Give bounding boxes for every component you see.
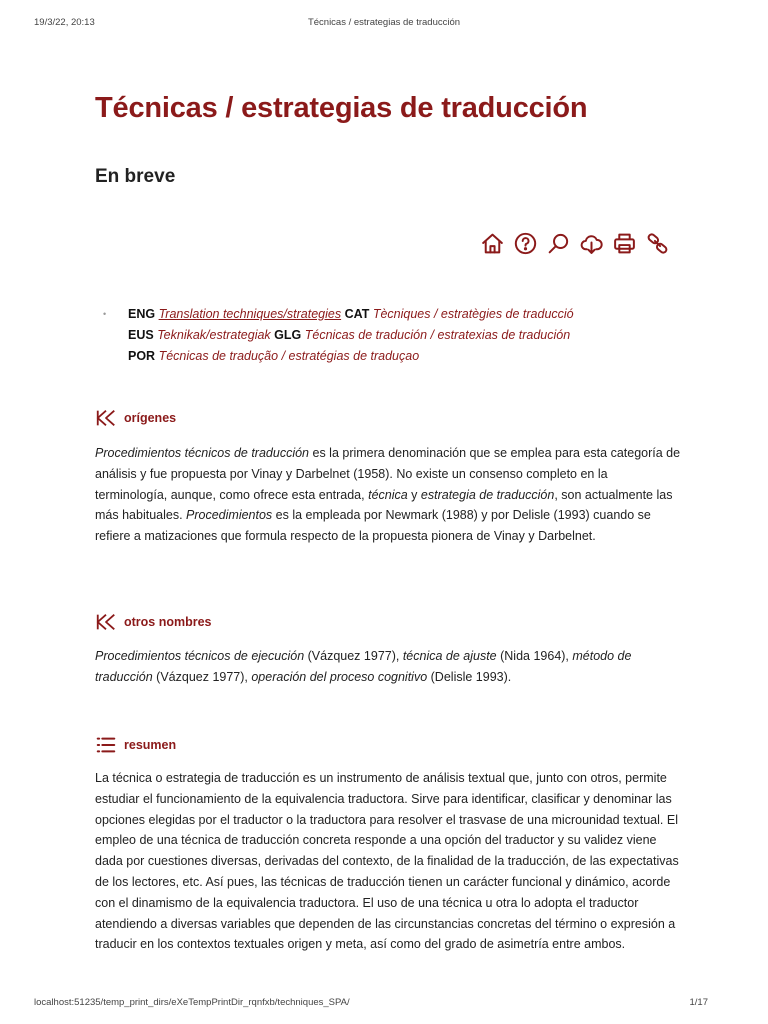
italic-term: método de traducción <box>95 649 632 684</box>
print-url: localhost:51235/temp_print_dirs/eXeTempPrintDir_rqnfxb/techniques_SPA/ <box>34 997 350 1008</box>
translations-list <box>103 304 574 367</box>
section-resumen-heading <box>95 733 176 757</box>
section-resumen-label: resumen <box>124 738 177 752</box>
italic-term: Procedimientos técnicos de traducción <box>95 446 310 460</box>
bullet-marker: • <box>103 309 107 319</box>
help-icon[interactable] <box>513 231 538 256</box>
print-header <box>0 17 768 31</box>
italic-term: técnica <box>368 487 408 502</box>
lang-code: EUS <box>128 328 154 342</box>
section-otros-nombres-text <box>95 646 681 688</box>
print-icon[interactable] <box>612 231 637 256</box>
link-icon[interactable] <box>645 231 670 256</box>
text-run: (Vázquez 1977), <box>152 669 252 684</box>
section-resumen-text <box>95 768 681 955</box>
italic-term: operación del proceso cognitivo <box>251 669 428 684</box>
lang-code: GLG <box>274 328 302 342</box>
translation-glg: Técnicas de tradución / estratexias de tradución <box>304 328 571 342</box>
text-run: (Nida 1964), <box>496 649 573 663</box>
italic-term: estrategia de traducción <box>420 487 555 502</box>
lang-code: ENG <box>128 307 156 321</box>
translation-eng-link[interactable]: Translation techniques/strategies <box>158 307 342 321</box>
list-icon <box>95 734 117 756</box>
print-title: Técnicas / estrategias de traducción <box>307 17 461 28</box>
section-origenes-text <box>95 443 681 547</box>
translation-eus: Teknikak/estrategiak <box>157 328 271 342</box>
print-footer <box>0 997 768 1011</box>
translation-row <box>128 325 574 346</box>
search-icon[interactable] <box>546 231 571 256</box>
home-icon[interactable] <box>480 231 505 256</box>
text-run: (Vázquez 1977), <box>304 649 403 663</box>
lang-code: POR <box>128 349 156 363</box>
text-run: es la primera denominación que se emplea para esta categoría de análisis y fue propuesta por Vinay y Darbelnet (1958). No existe un consenso completo en la terminología, aunque, como ofrece esta entrada, <box>95 446 681 502</box>
section-otros-nombres-label: otros nombres <box>124 615 212 629</box>
print-date: 19/3/22, 20:13 <box>34 17 95 28</box>
rewind-icon <box>95 611 117 633</box>
page-subtitle: En breve <box>95 166 176 187</box>
page-number: 1/17 <box>689 997 708 1008</box>
section-origenes-label: orígenes <box>124 411 177 425</box>
text-run: es la empleada por Newmark (1988) y por Delisle (1993) cuando se refiere a matizaciones que formula respecto de la propuesta pionera de Vinay y Darbelnet. <box>95 508 651 544</box>
text-run: y <box>407 487 421 502</box>
italic-term: Procedimientos técnicos de ejecución <box>95 649 305 663</box>
section-origenes-heading <box>95 406 176 430</box>
section-otros-nombres-heading <box>95 610 212 634</box>
italic-term: técnica de ajuste <box>402 649 497 663</box>
rewind-icon <box>95 407 117 429</box>
text-run: (Delisle 1993). <box>427 669 512 684</box>
translation-cat: Tècniques / estratègies de traducció <box>372 307 574 321</box>
italic-term: Procedimientos <box>186 508 273 523</box>
page-title: Técnicas / estrategias de traducción <box>95 92 588 124</box>
text-run: , son actualmente las más habituales. <box>95 487 673 523</box>
translation-row <box>128 346 574 367</box>
toolbar <box>480 231 670 257</box>
translation-row <box>128 304 574 325</box>
lang-code: CAT <box>344 307 370 321</box>
text-run: La técnica o estrategia de traducción es un instrumento de análisis textual que, junto con otros, permite estudiar el funcionamiento de la equivalencia traductora. Sirve para identificar, clasificar y denominar las opciones elegidas por el traductor o la traductora para resolver el trasvase de una microunidad textual. El empleo de una técnica de traducción concreta responde a una opción del traductor y su validez viene dada por cuestiones diversas, derivadas del contexto, de la finalidad de la traducción, de las expectativas de los lectores, etc. Así pues, las técnicas de traducción tienen un carácter funcional y dinámico, acorde con el dinamismo de la equivalencia traductora. El uso de una técnica u otra lo adopta el traductor atendiendo a diversas variables que dependen de las circunstancias concretas del término o expresión a traducir en los contextos textuales origen y meta, así como del grado de asimetría entre ambos. <box>95 771 679 952</box>
download-icon[interactable] <box>579 231 604 256</box>
translation-por: Técnicas de tradução / estratégias de traduçao <box>158 349 420 363</box>
